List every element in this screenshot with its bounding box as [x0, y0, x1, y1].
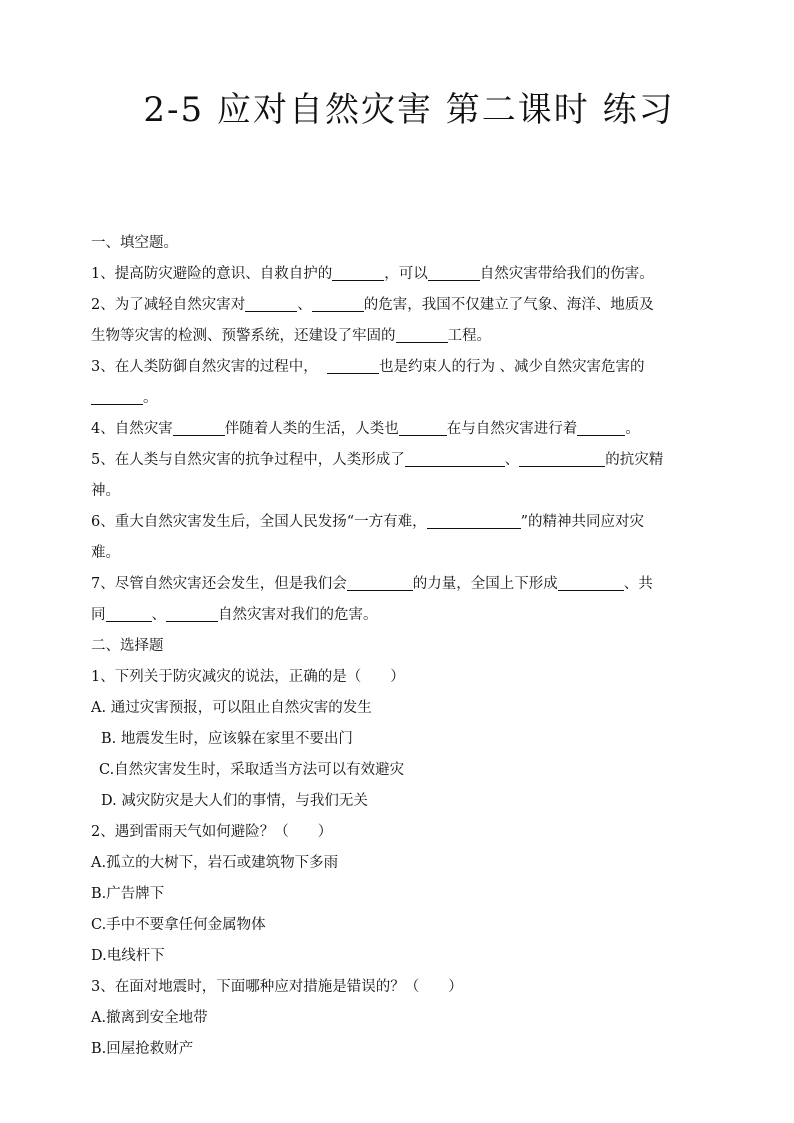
fill-question-5: 5、在人类与自然灾害的抗争过程中，人类形成了 、 的抗灾精 神。	[91, 452, 664, 499]
choice-question-1: 1、下列关于防灾减灾的说法，正确的是（ ）	[91, 669, 405, 685]
answer-blank[interactable]	[312, 296, 364, 312]
choice-option-c[interactable]: C.手中不要拿任何金属物体	[91, 917, 266, 933]
choice-option-a[interactable]: A. 通过灾害预报，可以阻止自然灾害的发生	[91, 700, 372, 716]
choice-option-a[interactable]: A.孤立的大树下，岩石或建筑物下多雨	[91, 855, 339, 871]
section-heading-fill-blank: 一、填空题。	[91, 235, 178, 251]
answer-blank[interactable]	[427, 513, 521, 529]
answer-blank[interactable]	[428, 265, 480, 281]
choice-option-d[interactable]: D.电线杆下	[91, 948, 165, 964]
answer-blank[interactable]	[399, 420, 447, 436]
section-heading-choice: 二、选择题	[91, 638, 164, 654]
choice-option-b[interactable]: B.回屋抢救财产	[91, 1041, 194, 1057]
choice-option-d[interactable]: D. 减灾防灾是大人们的事情，与我们无关	[101, 793, 368, 809]
fill-question-1: 1、提高防灾避险的意识、自救自护的 ，可以 自然灾害带给我们的伤害。	[91, 266, 654, 282]
fill-question-7: 7、尽管自然灾害还会发生，但是我们会 的力量，全国上下形成 、共 同 、 自然灾害对我们的危害。	[91, 576, 653, 623]
choice-option-a[interactable]: A.撤离到安全地带	[91, 1010, 208, 1026]
answer-blank[interactable]	[396, 327, 448, 343]
exercise-content	[91, 228, 709, 1065]
answer-blank[interactable]	[173, 420, 225, 436]
answer-blank[interactable]	[327, 358, 379, 374]
answer-blank[interactable]	[519, 451, 605, 467]
choice-question-2: 2、遇到雷雨天气如何避险？（ ）	[91, 824, 333, 840]
fill-question-2: 2、为了减轻自然灾害对 、 的危害，我国不仅建立了气象、海洋、地质及 生物等灾害的检测、预警系统，还建设了牢固的 工程。	[91, 297, 654, 344]
answer-blank[interactable]	[347, 575, 413, 591]
page-title: 2-5 应对自然灾害 第二课时 练习	[143, 90, 675, 130]
fill-question-3: 3、在人类防御自然灾害的过程中， 也是约束人的行为 、减少自然灾害危害的 。	[91, 359, 645, 406]
fill-question-6: 6、重大自然灾害发生后，全国人民发扬“一方有难， ”的精神共同应对灾 难。	[91, 514, 645, 561]
choice-option-c[interactable]: C.自然灾害发生时，采取适当方法可以有效避灾	[99, 762, 405, 778]
answer-blank[interactable]	[91, 389, 143, 405]
answer-blank[interactable]	[332, 265, 384, 281]
choice-question-3: 3、在面对地震时，下面哪种应对措施是错误的？（ ）	[91, 979, 463, 995]
answer-blank[interactable]	[405, 451, 505, 467]
answer-blank[interactable]	[245, 296, 297, 312]
answer-blank[interactable]	[166, 606, 218, 622]
choice-option-b[interactable]: B. 地震发生时，应该躲在家里不要出门	[101, 731, 353, 747]
answer-blank[interactable]	[106, 606, 152, 622]
answer-blank[interactable]	[558, 575, 624, 591]
fill-question-4: 4、自然灾害 伴随着人类的生活，人类也 在与自然灾害进行着 。	[91, 421, 640, 437]
answer-blank[interactable]	[577, 420, 625, 436]
choice-option-b[interactable]: B.广告牌下	[91, 886, 165, 902]
